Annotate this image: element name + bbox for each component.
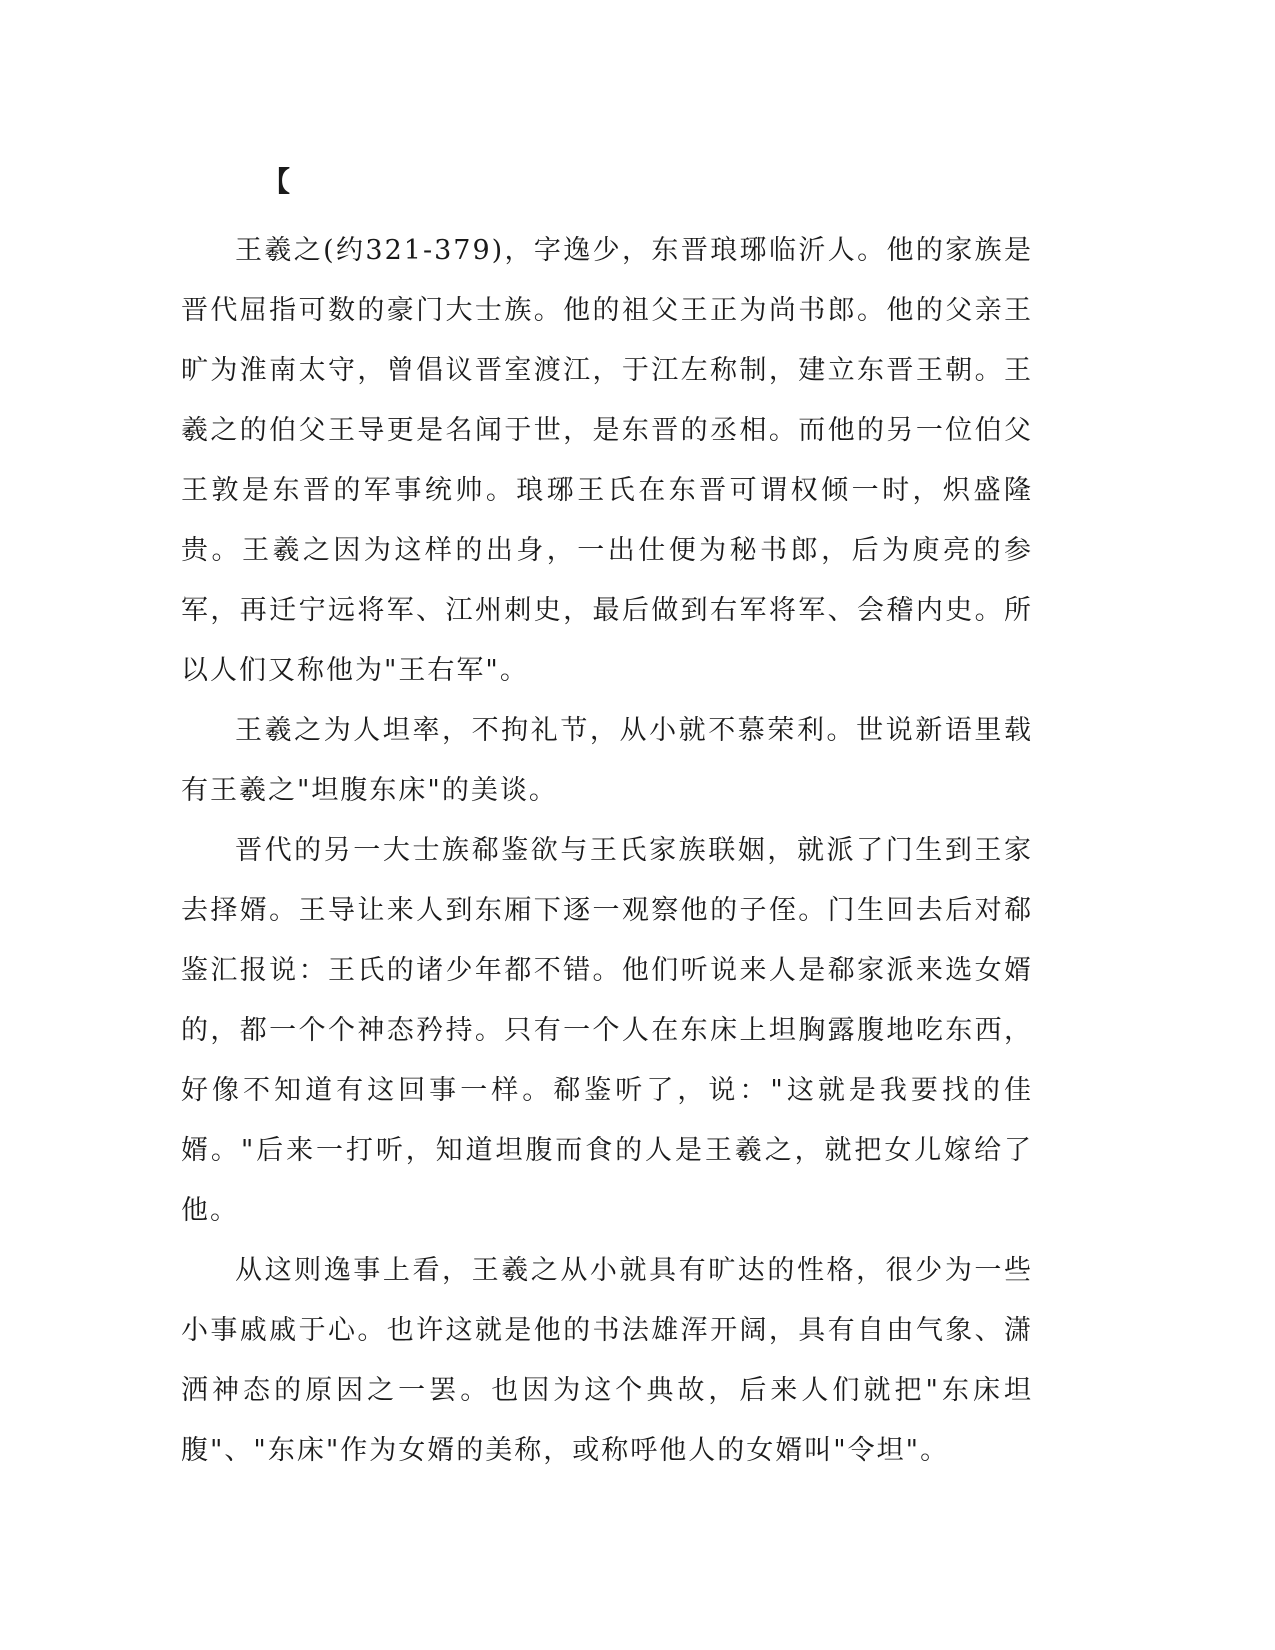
paragraph-biography: 王羲之(约321-379)，字逸少，东晋琅琊临沂人。他的家族是晋代屈指可数的豪门大士族。他的祖父王正为尚书郎。他的父亲王旷为淮南太守，曾倡议晋室渡江，于江左称制，建立东晋王朝。王羲之的伯父王导更是名闻于世，是东晋的丞相。而他的另一位伯父王敦是东晋的军事统帅。琅琊王氏在东晋可谓权倾一时，炽盛隆贵。王羲之因为这样的出身，一出仕便为秘书郎，后为庾亮的参军，再迁宁远将军、江州刺史，最后做到右军将军、会稽内史。所以人们又称他为"王右军"。 <box>181 235 1033 686</box>
paragraph-anecdote: 晋代的另一大士族郗鉴欲与王氏家族联姻，就派了门生到王家去择婿。王导让来人到东厢下逐一观察他的子侄。门生回去后对郗鉴汇报说：王氏的诸少年都不错。他们听说来人是郗家派来选女婿的，都一个个神态矜持。只有一个人在东床上坦胸露腹地吃东西，好像不知道有这回事一样。郗鉴听了，说："这就是我要找的佳婿。"后来一打听，知道坦腹而食的人是王羲之，就把女儿嫁给了他。 <box>181 835 1033 1226</box>
heading-bracket: 【 <box>262 165 291 198</box>
paragraph-conclusion: 从这则逸事上看，王羲之从小就具有旷达的性格，很少为一些小事戚戚于心。也许这就是他的书法雄浑开阔，具有自由气象、潇洒神态的原因之一罢。也因为这个典故，后来人们就把"东床坦腹"、"东床"作为女婿的美称，或称呼他人的女婿叫"令坦"。 <box>181 1255 1033 1466</box>
paragraph-character: 王羲之为人坦率，不拘礼节，从小就不慕荣利。世说新语里载有王羲之"坦腹东床"的美谈。 <box>181 715 1033 806</box>
document-body <box>181 221 1033 1481</box>
